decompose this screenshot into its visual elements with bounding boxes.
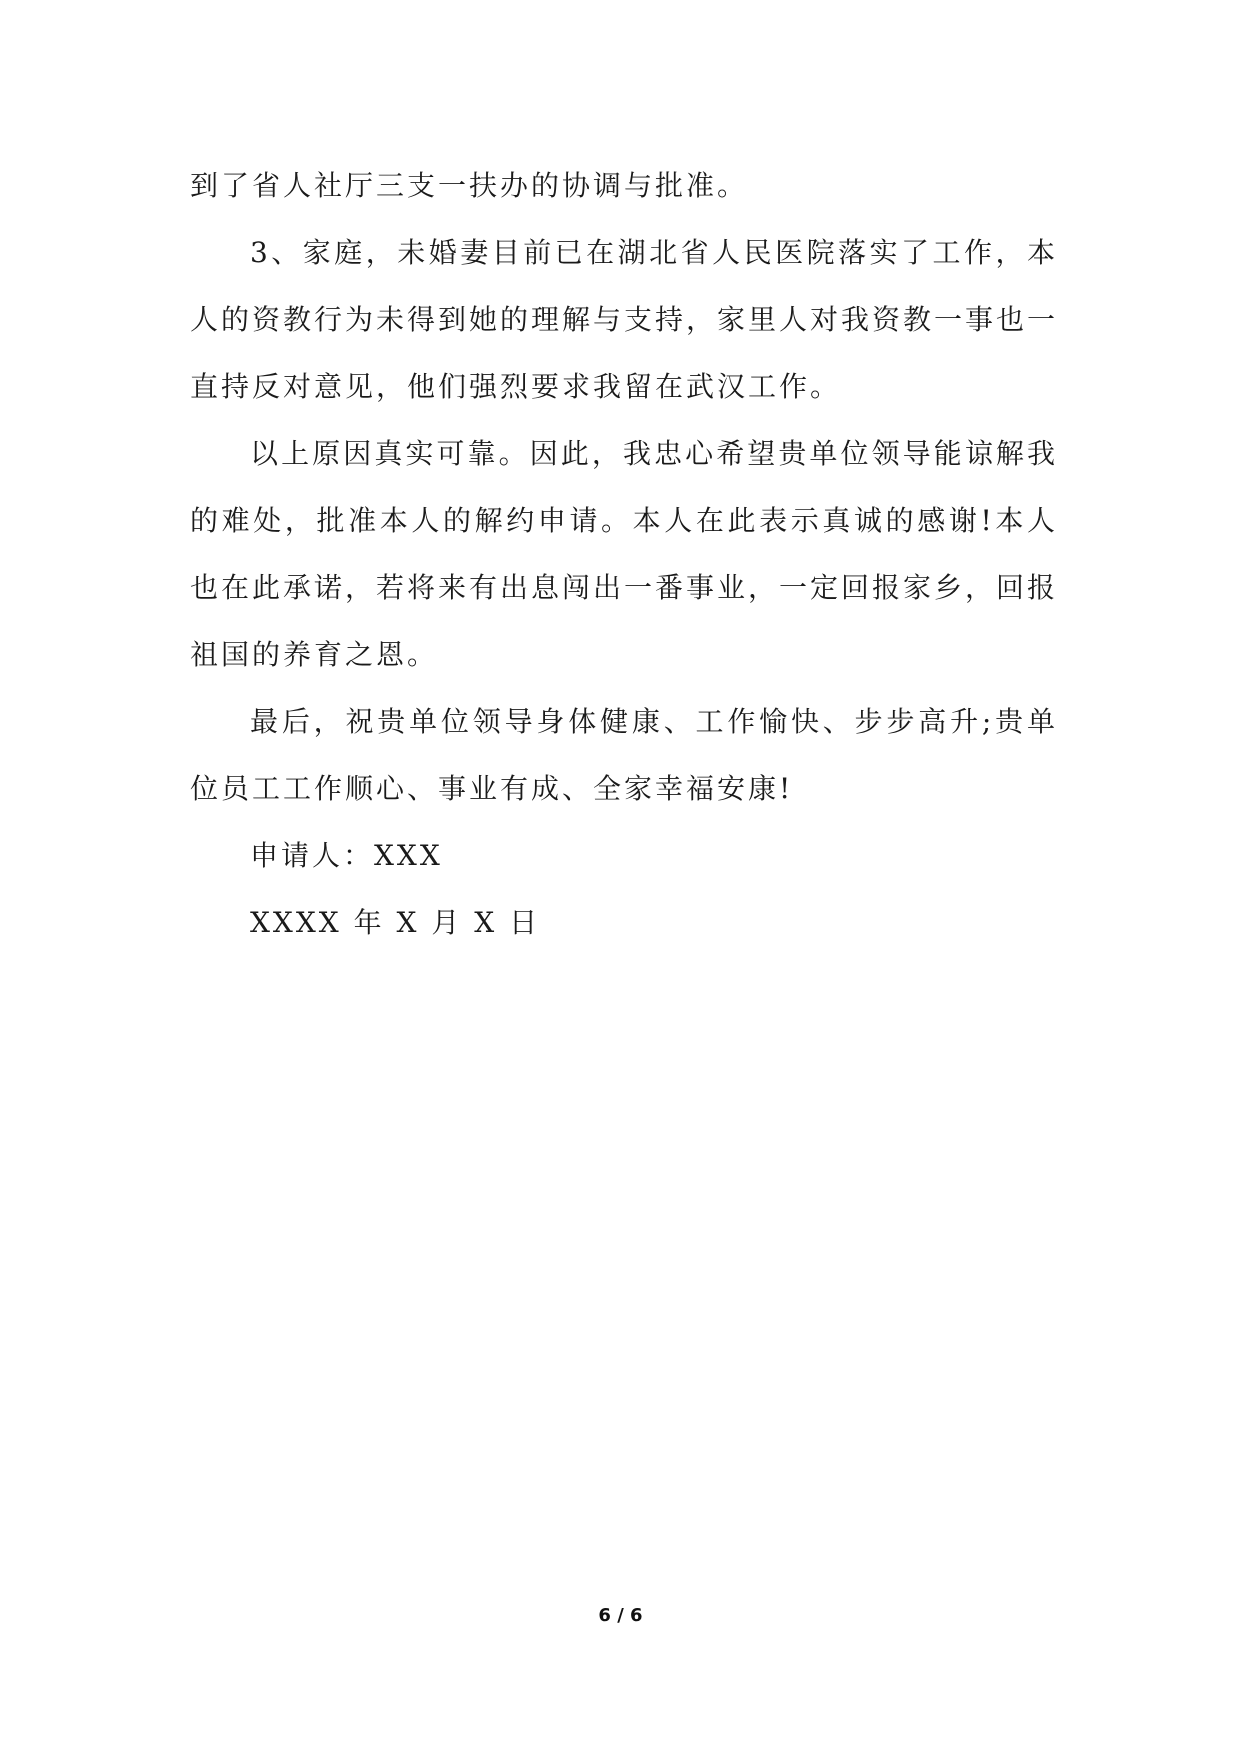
page-number: 6 / 6 [598, 1605, 643, 1626]
paragraph-continuation: 到了省人社厅三支一扶办的协调与批准。 [190, 169, 749, 202]
paragraph-request: 以上原因真实可靠。因此，我忠心希望贵单位领导能谅解我的难处，批准本人的解约申请。本人在此表示真诚的感谢!本人也在此承诺，若将来有出息闯出一番事业，一定回报家乡，回报祖国的养育之恩。 [190, 437, 1059, 671]
document-body [190, 152, 1058, 956]
paragraph-closing-wishes: 最后，祝贵单位领导身体健康、工作愉快、步步高升;贵单位员工工作顺心、事业有成、全家幸福安康! [190, 705, 1058, 805]
paragraph-family-reason: 3、家庭，未婚妻目前已在湖北省人民医院落实了工作，本人的资教行为未得到她的理解与支持，家里人对我资教一事也一直持反对意见，他们强烈要求我留在武汉工作。 [190, 236, 1059, 403]
signature-date: XXXX 年 X 月 X 日 [250, 906, 541, 939]
applicant-signature: 申请人：XXX [250, 839, 443, 872]
